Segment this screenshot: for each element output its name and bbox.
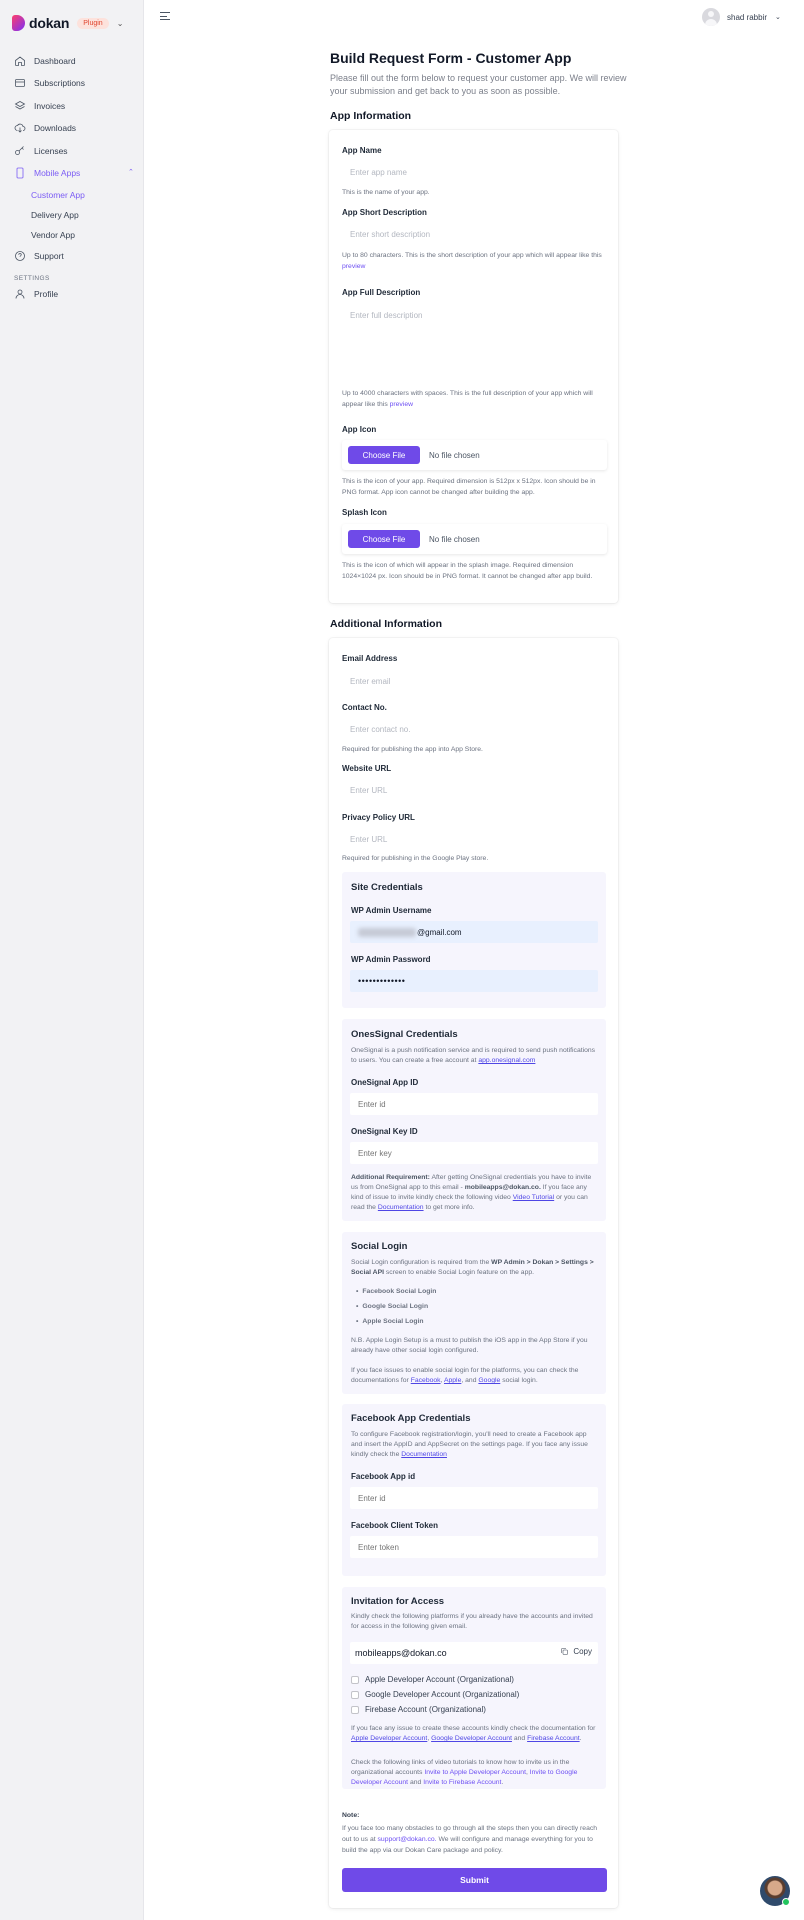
site-credentials-title: Site Credentials	[351, 882, 423, 893]
online-status-indicator	[782, 1898, 790, 1906]
google-developer-checkbox[interactable]: Google Developer Account (Organizational)	[351, 1690, 519, 1699]
contact-label: Contact No.	[342, 703, 387, 712]
privacy-policy-input[interactable]	[342, 828, 607, 850]
full-description-help: Up to 4000 characters with spaces. This is the full description of your app which will appear like this preview	[342, 390, 593, 408]
plugin-badge: Plugin	[77, 18, 108, 29]
privacy-policy-help: Required for publishing in the Google Play store.	[342, 855, 489, 862]
sidebar-item-label: Profile	[34, 289, 59, 299]
key-icon	[14, 145, 26, 157]
additional-information-heading: Additional Information	[330, 618, 442, 630]
contact-input[interactable]	[342, 718, 607, 740]
layers-icon	[14, 100, 26, 112]
wp-password-input[interactable]: •••••••••••••	[350, 970, 598, 992]
sidebar-subitem-delivery-app[interactable]: Delivery App	[31, 210, 79, 220]
onesignal-app-id-label: OneSignal App ID	[351, 1078, 419, 1087]
sidebar-item-label: Licenses	[34, 146, 68, 156]
blurred-username	[358, 928, 416, 937]
help-circle-icon	[14, 250, 26, 262]
sidebar-item-downloads[interactable]	[14, 120, 76, 136]
app-icon-file-input[interactable]	[342, 440, 607, 470]
invitation-docs: If you face any issue to create these accounts kindly check the documentation for Apple Developer Account, Google Developer Account and Firebase Account.	[351, 1725, 596, 1742]
facebook-docs-link[interactable]: Facebook	[410, 1377, 441, 1384]
wp-password-label: WP Admin Password	[351, 955, 431, 964]
home-icon	[14, 55, 26, 67]
website-input[interactable]	[342, 779, 607, 801]
app-icon-label: App Icon	[342, 425, 377, 434]
social-login-title: Social Login	[351, 1241, 408, 1252]
sidebar-item-label: Dashboard	[34, 56, 76, 66]
bullet-google-login: • Google Social Login	[356, 1303, 428, 1310]
support-email-link[interactable]: support@dokan.co.	[377, 1836, 437, 1843]
short-description-label: App Short Description	[342, 208, 427, 217]
brand[interactable]	[12, 14, 123, 32]
brand-name: dokan	[29, 15, 70, 31]
sidebar-item-label: Mobile Apps	[34, 168, 81, 178]
wp-username-input[interactable]: @gmail.com	[350, 921, 598, 943]
app-information-heading: App Information	[330, 110, 412, 122]
sidebar-item-invoices[interactable]	[14, 98, 65, 114]
app-name-input[interactable]	[342, 161, 607, 183]
onesignal-key-input[interactable]	[350, 1142, 598, 1164]
short-description-help: Up to 80 characters. This is the short description of your app which will appear like this preview	[342, 252, 602, 270]
onesignal-signup-link[interactable]: app.onesignal.com	[478, 1057, 536, 1064]
app-icon-help: This is the icon of your app. Required dimension is 512px x 512px. Icon should be in PNG format. App icon cannot be changed after building the app.	[342, 478, 596, 496]
apple-developer-checkbox[interactable]: Apple Developer Account (Organizational)	[351, 1675, 514, 1684]
sidebar-item-label: Subscriptions	[34, 78, 86, 88]
full-description-label: App Full Description	[342, 288, 421, 297]
google-docs-link[interactable]: Google	[478, 1377, 501, 1384]
email-input[interactable]	[342, 670, 607, 692]
avatar	[702, 8, 720, 26]
facebook-credentials-title: Facebook App Credentials	[351, 1413, 471, 1424]
social-login-docs: If you face issues to enable social login for the platforms, you can check the documentations for Facebook, Apple, and Google social login.	[351, 1367, 579, 1384]
invitation-video-tutorials: Check the following links of video tutorials to know how to invite us in the organizational accounts Invite to Apple Developer Account, Invite to Google Developer Account and Invite to Firebase Account.	[351, 1759, 578, 1786]
apple-docs-link[interactable]: Apple	[443, 1377, 462, 1384]
sidebar-item-label: Downloads	[34, 123, 77, 133]
settings-section-label: SETTINGS	[14, 275, 50, 282]
splash-icon-file-input[interactable]	[342, 524, 607, 554]
google-developer-docs-link[interactable]: Google Developer Account	[431, 1735, 512, 1742]
facebook-app-id-input[interactable]	[350, 1487, 598, 1509]
sidebar-subitem-customer-app[interactable]: Customer App	[31, 190, 85, 200]
submit-button[interactable]: Submit	[342, 1868, 607, 1892]
mobile-icon	[14, 167, 26, 179]
page-intro: Please fill out the form below to request your customer app. We will review your submission and get back to you as soon as possible.	[330, 73, 627, 96]
app-icon-choose-file-button[interactable]: Choose File	[348, 446, 420, 464]
user-icon	[14, 288, 26, 300]
splash-icon-file-status: No file chosen	[429, 534, 480, 544]
apple-developer-docs-link[interactable]: Apple Developer Account	[351, 1735, 428, 1742]
chevron-down-icon: ⌄	[775, 14, 781, 21]
sidebar-item-licenses[interactable]	[14, 143, 68, 159]
wp-username-label: WP Admin Username	[351, 906, 432, 915]
user-name: shad rabbir	[727, 12, 768, 22]
dokan-logo-icon	[12, 15, 25, 31]
onesignal-title: OnesSignal Credentials	[351, 1029, 458, 1040]
sidebar-item-label: Support	[34, 251, 64, 261]
cloud-download-icon	[14, 122, 26, 134]
app-name-help: This is the name of your app.	[342, 189, 430, 196]
chevron-up-icon[interactable]: ⌃	[128, 169, 134, 176]
social-login-description: Social Login configuration is required from the WP Admin > Dokan > Settings > Social API screen to enable Social Login feature on the app.	[351, 1259, 594, 1276]
firebase-docs-link[interactable]: Firebase Account	[527, 1735, 580, 1742]
user-menu[interactable]	[702, 8, 781, 26]
sidebar-item-support[interactable]	[14, 248, 64, 264]
card-icon	[14, 77, 26, 89]
bullet-apple-login: • Apple Social Login	[356, 1318, 424, 1325]
bullet-facebook-login: • Facebook Social Login	[356, 1288, 436, 1295]
facebook-app-id-label: Facebook App id	[351, 1472, 416, 1481]
sidebar-item-dashboard[interactable]	[14, 53, 76, 69]
facebook-token-input[interactable]	[350, 1536, 598, 1558]
sidebar-subitem-vendor-app[interactable]: Vendor App	[31, 230, 75, 240]
checkbox[interactable]	[351, 1676, 359, 1684]
app-icon-file-status: No file chosen	[429, 450, 480, 460]
email-label: Email Address	[342, 654, 398, 663]
checkbox[interactable]	[351, 1691, 359, 1699]
note-text: If you face too many obstacles to go through all the steps then you can directly reach out to us at support@dokan.co. We will configure and manage everything for you to build the app via our Dokan Care package and policy.	[342, 1825, 598, 1854]
onesignal-key-label: OneSignal Key ID	[351, 1127, 418, 1136]
contact-help: Required for publishing the app into App Store.	[342, 746, 483, 753]
onesignal-requirement: Additional Requirement: After getting OneSignal credentials you have to invite us from OneSignal app to this email - mobileapps@dokan.co. If you face any kind of issue to invite kindly check the following video Video Tutorial or you can read the Documentation to get more info.	[351, 1174, 592, 1211]
splash-icon-help: This is the icon of which will appear in the splash image. Required dimension 1024×1024 px. Icon should be in PNG format. It cannot be changed after app build.	[342, 562, 593, 580]
copy-icon	[560, 1647, 569, 1656]
facebook-documentation-link[interactable]: Documentation	[401, 1451, 447, 1458]
sidebar-item-profile[interactable]	[14, 286, 58, 302]
invitation-description: Kindly check the following platforms if you already have the accounts and invited for access in the following given email.	[351, 1613, 593, 1630]
invite-firebase-link[interactable]: Invite to Firebase Account	[423, 1779, 502, 1786]
note-title: Note:	[342, 1812, 360, 1819]
short-description-input[interactable]	[342, 223, 607, 245]
chevron-down-icon[interactable]: ⌄	[116, 18, 124, 28]
onesignal-documentation-link[interactable]: Documentation	[377, 1204, 424, 1211]
facebook-description: To configure Facebook registration/login, you'll need to create a Facebook app and insert the AppID and AppSecret on the settings page. If you face any issue kindly check the Documentation	[351, 1431, 588, 1458]
sidebar-item-label: Invoices	[34, 101, 66, 111]
app-name-label: App Name	[342, 146, 382, 155]
sidebar-item-subscriptions[interactable]	[14, 75, 85, 91]
website-label: Website URL	[342, 764, 392, 773]
full-description-preview-link[interactable]: preview	[389, 401, 414, 408]
checkbox[interactable]	[351, 1706, 359, 1714]
invite-google-link[interactable]: Invite to Google Developer Account	[351, 1769, 578, 1786]
onesignal-description: OneSignal is a push notification service and is required to send push notifications to users. You can create a free account at app.onesignal.com	[351, 1047, 596, 1064]
short-description-preview-link[interactable]: preview	[342, 263, 366, 270]
onesignal-app-id-input[interactable]	[350, 1093, 598, 1115]
sidebar-item-mobile-apps[interactable]	[14, 165, 80, 181]
invitation-email: mobileapps@dokan.co	[355, 1648, 447, 1658]
copy-button[interactable]: Copy	[560, 1647, 592, 1656]
invitation-title: Invitation for Access	[351, 1596, 445, 1607]
splash-icon-choose-file-button[interactable]: Choose File	[348, 530, 420, 548]
facebook-token-label: Facebook Client Token	[351, 1521, 438, 1530]
privacy-policy-label: Privacy Policy URL	[342, 813, 415, 822]
invitation-email-field	[350, 1642, 598, 1664]
splash-icon-label: Splash Icon	[342, 508, 387, 517]
invite-apple-link[interactable]: Invite to Apple Developer Account	[424, 1769, 526, 1776]
menu-toggle-icon[interactable]	[160, 12, 170, 21]
full-description-textarea[interactable]	[342, 303, 607, 381]
onesignal-video-tutorial-link[interactable]: Video Tutorial	[512, 1194, 555, 1201]
page-title: Build Request Form - Customer App	[330, 50, 572, 66]
firebase-checkbox[interactable]: Firebase Account (Organizational)	[351, 1705, 486, 1714]
apple-login-note: N.B. Apple Login Setup is a must to publish the iOS app in the App Store if you already have other social login configured.	[351, 1337, 588, 1354]
